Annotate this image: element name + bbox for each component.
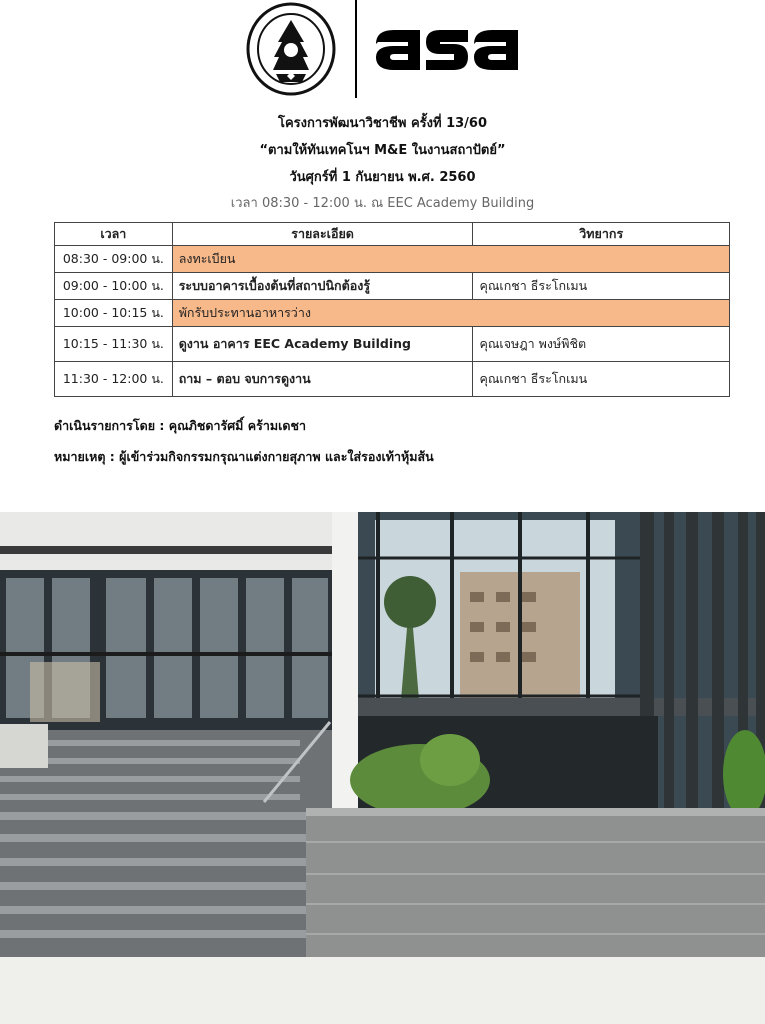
remark-note: หมายเหตุ : ผู้เข้าร่วมกิจกรรมกรุณาแต่งกายสุภาพ และใส่รองเท้าหุ้มส้น — [54, 449, 434, 464]
row-time: 11:30 - 12:00 น. — [55, 362, 173, 397]
header-speaker: วิทยากร — [473, 223, 730, 246]
building-photo — [0, 512, 765, 964]
row-speaker: คุณเจษฎา พงษ์พิชิต — [473, 327, 730, 362]
table-row — [55, 246, 730, 273]
row-speaker: คุณเกชา ธีระโกเมน — [473, 273, 730, 300]
asa-logo — [374, 24, 522, 74]
table-row — [55, 362, 730, 397]
row-time: 10:15 - 11:30 น. — [55, 327, 173, 362]
row-detail: ถาม – ตอบ จบการดูงาน — [172, 362, 473, 397]
schedule-table — [54, 222, 730, 397]
table-row — [55, 273, 730, 300]
program-subtitle: “ตามให้ทันเทคโนฯ M&E ในงานสถาปัตย์” — [259, 143, 506, 158]
row-detail: พักรับประทานอาหารว่าง — [172, 300, 729, 327]
event-date: วันศุกร์ที่ 1 กันยายน พ.ศ. 2560 — [289, 170, 476, 185]
row-speaker: คุณเกชา ธีระโกเมน — [473, 362, 730, 397]
logo-divider — [355, 0, 357, 98]
header-detail: รายละเอียด — [172, 223, 473, 246]
row-time: 10:00 - 10:15 น. — [55, 300, 173, 327]
association-seal-logo — [246, 2, 336, 96]
logo-header — [0, 0, 765, 100]
row-time: 09:00 - 10:00 น. — [55, 273, 173, 300]
table-row — [55, 327, 730, 362]
header-time: เวลา — [55, 223, 173, 246]
row-detail: ลงทะเบียน — [172, 246, 729, 273]
ground-pavement — [0, 957, 765, 1024]
row-detail: ดูงาน อาคาร EEC Academy Building — [172, 327, 473, 362]
table-header-row — [55, 223, 730, 246]
event-time-venue: เวลา 08:30 - 12:00 น. ณ EEC Academy Building — [230, 196, 535, 211]
row-time: 08:30 - 09:00 น. — [55, 246, 173, 273]
host-note: ดำเนินรายการโดย : คุณภิชดารัศมิ์ คร้ามเดชา — [54, 418, 307, 433]
program-title: โครงการพัฒนาวิชาชีพ ครั้งที่ 13/60 — [277, 116, 488, 131]
table-row — [55, 300, 730, 327]
row-detail: ระบบอาคารเบื้องต้นที่สถาปนิกต้องรู้ — [172, 273, 473, 300]
